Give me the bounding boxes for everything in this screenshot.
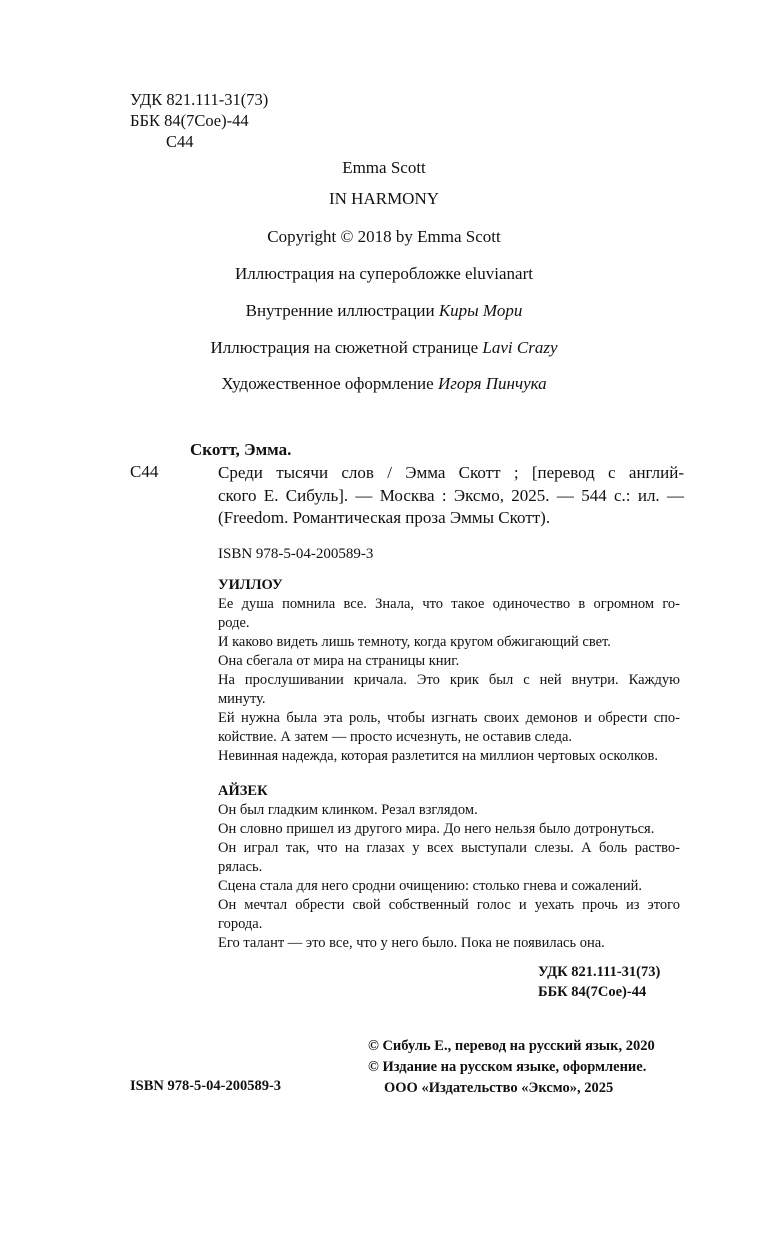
- annotation-line: рялась.: [218, 859, 263, 875]
- catalog-mark: С44: [130, 462, 159, 481]
- annotation-line: города.: [218, 916, 263, 932]
- annotation-paragraph: [218, 633, 680, 652]
- catalog-heading: Скотт, Эмма.: [190, 440, 292, 459]
- annotation-paragraph: [218, 709, 680, 747]
- credit-inner-name: Киры Мори: [438, 301, 523, 320]
- annotation-heading: АЙЗЕК: [218, 783, 268, 799]
- catalog-desc-line: ского Е. Сибуль]. — Москва : Эксмо, 2025. — 544 с.: ил. —: [218, 485, 684, 505]
- annotation-paragraph: [218, 747, 680, 766]
- udk-code: УДК 821.111-31(73): [130, 90, 269, 109]
- credit-design: [0, 374, 768, 394]
- annotation-line: койствие. А затем — просто исчезнуть, не оставив следа.: [218, 729, 573, 745]
- annotation-paragraph: [218, 801, 680, 820]
- annotation-line: Невинная надежда, которая разлетится на миллион чертовых осколков.: [218, 748, 658, 764]
- credit-plot-name: Lavi Crazy: [482, 338, 558, 357]
- copyright-publisher: ООО «Издательство «Эксмо», 2025: [384, 1080, 614, 1096]
- annotation-line: Ей нужна была эта роль, чтобы изгнать своих демонов и обрести спо-: [218, 710, 680, 726]
- annotation-paragraph: [218, 595, 680, 633]
- annotation-line: Ее душа помнила все. Знала, что такое одиночество в огромном го-: [218, 596, 680, 612]
- credit-author: Emma Scott: [342, 158, 426, 177]
- credit-cover-illustration: Иллюстрация на суперобложке eluvianart: [235, 264, 533, 283]
- annotation-line: И каково видеть лишь темноту, когда кругом обжигающий свет.: [218, 634, 611, 650]
- catalog-description: [218, 462, 684, 530]
- credit-copyright: Copyright © 2018 by Emma Scott: [267, 227, 501, 246]
- annotation-paragraph: [218, 652, 680, 671]
- annotation-line: Он играл так, что на глазах у всех выступали слезы. А боль раство-: [218, 840, 680, 856]
- annotation-isaac: [218, 782, 680, 953]
- credit-design-name: Игоря Пинчука: [437, 374, 547, 393]
- annotation-paragraph: [218, 877, 680, 896]
- classification-codes: [130, 89, 268, 152]
- annotation-paragraph: [218, 671, 680, 709]
- catalog-isbn: ISBN 978-5-04-200589-3: [218, 546, 374, 562]
- annotation-paragraph: [218, 934, 680, 953]
- annotation-paragraph: [218, 896, 680, 934]
- annotation-heading: УИЛЛОУ: [218, 577, 283, 593]
- copyright-notices: [368, 1036, 655, 1099]
- annotation-paragraph: [218, 839, 680, 877]
- credit-inner-label: Внутренние иллюстрации: [245, 301, 439, 320]
- annotation-line: Сцена стала для него сродни очищению: столько гнева и сожалений.: [218, 878, 643, 894]
- credit-design-label: Художественное оформление: [221, 374, 438, 393]
- annotation-line: минуту.: [218, 691, 266, 707]
- credit-inner-illustrations: [0, 301, 768, 321]
- annotation-paragraph: [218, 820, 680, 839]
- annotation-line: На прослушивании кричала. Это крик был с ней внутри. Каждую: [218, 672, 680, 688]
- credit-plot-illustration: [0, 338, 768, 358]
- bbk-code: ББК 84(7Сое)-44: [130, 111, 249, 130]
- isbn-bottom: ISBN 978-5-04-200589-3: [130, 1078, 282, 1094]
- copyright-translation: © Сибуль Е., перевод на русский язык, 2020: [368, 1038, 655, 1054]
- catalog-desc-line: Среди тысячи слов / Эмма Скотт ; [перевод с англий-: [218, 463, 684, 482]
- credit-plot-label: Иллюстрация на сюжетной странице: [210, 338, 483, 357]
- bbk-code-bottom: ББК 84(7Сое)-44: [538, 984, 647, 1000]
- annotation-line: Он мечтал обрести свой собственный голос и уехать прочь из этого: [218, 897, 680, 913]
- classification-codes-bottom: [538, 962, 660, 1002]
- author-mark: С44: [166, 132, 194, 151]
- credit-original-title: IN HARMONY: [328, 189, 440, 208]
- copyright-edition: © Издание на русском языке, оформление.: [368, 1059, 647, 1075]
- annotation-line: Он словно пришел из другого мира. До него нельзя было дотронуться.: [218, 821, 655, 837]
- catalog-desc-line: (Freedom. Романтическая проза Эммы Скотт).: [218, 508, 551, 527]
- annotation-willow: [218, 576, 680, 766]
- annotation-line: роде.: [218, 615, 250, 631]
- annotation-line: Он был гладким клинком. Резал взглядом.: [218, 802, 478, 818]
- annotation-line: Она сбегала от мира на страницы книг.: [218, 653, 460, 669]
- udk-code-bottom: УДК 821.111-31(73): [538, 964, 661, 980]
- annotation-line: Его талант — это все, что у него было. Пока не появилась она.: [218, 935, 605, 951]
